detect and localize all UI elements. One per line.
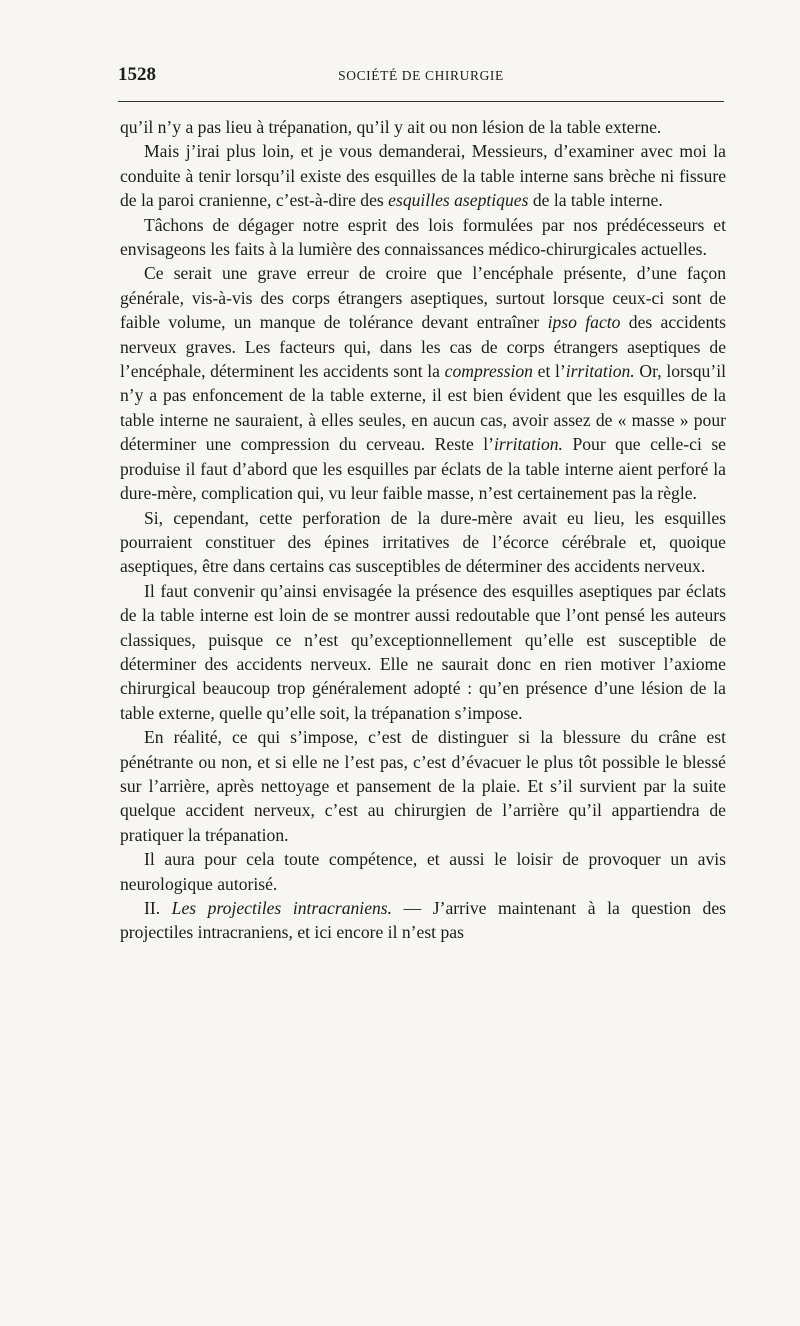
italic-text: Les projectiles intracraniens. xyxy=(171,898,393,918)
running-title: SOCIÉTÉ DE CHIRURGIE xyxy=(338,68,504,83)
italic-text: esquilles aseptiques xyxy=(388,190,529,211)
page-number: 1528 xyxy=(118,64,156,85)
body-text xyxy=(120,115,726,945)
text-segment: qu’il n’y a pas lieu à trépanation, qu’il y ait ou non lésion de la table externe. xyxy=(120,117,662,137)
paragraph xyxy=(120,725,726,847)
text-segment: Or, lorsqu’il n’y a pas enfoncement de la table externe, il est bien évident que les esquilles de la table interne ne sauraient, à elles seules, en aucun cas, avoir assez de « masse » pour déterminer une compression du cerveau. Reste l’ xyxy=(120,361,726,455)
text-segment: — J’arrive maintenant à la question des projectiles intracraniens, et ici encore il n’est pas xyxy=(120,898,726,943)
page-header xyxy=(118,64,724,92)
text-segment: des accidents nerveux graves. Les facteurs qui, dans les cas de corps étrangers aseptiques de l’encéphale, déterminent les accidents sont la xyxy=(120,312,727,382)
text-segment: Ce serait une grave erreur de croire que l’encéphale présente, d’une façon générale, vis-à-vis des corps étrangers aseptiques, surtout lorsque ceux-ci sont de faible volume, un manque de tolérance devant entraîner xyxy=(120,263,726,333)
text-segment: de la table interne. xyxy=(528,190,663,211)
paragraph xyxy=(120,213,726,262)
paragraph xyxy=(120,261,726,505)
paragraph xyxy=(120,847,726,896)
text-segment: II. xyxy=(144,898,172,918)
text-segment: et l’ xyxy=(532,361,566,382)
text-segment: Il faut convenir qu’ainsi envisagée la présence des esquilles aseptiques par éclats de la table interne est loin de se montrer aussi redoutable que l’ont pensé les auteurs classiques, puisque ce n’est qu’exceptionnellement qu’elle est susceptible de déterminer des accidents nerveux. Elle ne saurait donc en rien motiver l’axiome chirurgical beaucoup trop généralement adopté : qu’en présence d’une lésion de la table externe, quelle qu’elle soit, la trépanation s’impose. xyxy=(120,580,726,723)
text-segment: Mais j’irai plus loin, et je vous demanderai, Messieurs, d’examiner avec moi la conduite à tenir lorsqu’il existe des esquilles de la table interne sans brèche ni fissure de la paroi cranienne, c’est-à-dire des xyxy=(120,141,726,211)
paragraph xyxy=(120,506,726,579)
text-segment: Il aura pour cela toute compétence, et aussi le loisir de provoquer un avis neurologique autorisé. xyxy=(120,849,726,894)
italic-text: ipso facto xyxy=(547,312,621,333)
text-segment: Tâchons de dégager notre esprit des lois formulées par nos prédécesseurs et envisageons les faits à la lumière des connaissances médico-chirurgicales actuelles. xyxy=(120,214,726,260)
paragraph xyxy=(120,139,726,212)
paragraph xyxy=(120,115,726,139)
text-segment: Si, cependant, cette perforation de la dure-mère avait eu lieu, les esquilles pourraient constituer des épines irritatives de l’écorce cérébrale et, quoique aseptiques, être dans certains cas susceptibles de déterminer des accidents nerveux. xyxy=(120,507,726,577)
text-segment: En réalité, ce qui s’impose, c’est de distinguer si la blessure du crâne est pénétrante ou non, et si elle ne l’est pas, c’est d’évacuer le plus tôt possible le blessé sur l’arrière, après nettoyage et pansement de la plaie. Et s’il survient par la suite quelque accident nerveux, c’est au chirurgien de l’arrière qu’il appartiendra de pratiquer la trépanation. xyxy=(120,727,726,845)
italic-text: compression xyxy=(444,361,533,382)
italic-text: irritation. xyxy=(565,361,635,382)
paragraph xyxy=(120,896,726,945)
paragraph xyxy=(120,579,726,725)
text-segment: Pour que celle-ci se produise il faut d’abord que les esquilles par éclats de la table interne aient perforé la dure-mère, complication qui, vu leur faible masse, n’est certainement pas la règle. xyxy=(120,434,726,504)
italic-text: irritation. xyxy=(494,434,563,455)
header-rule xyxy=(118,101,724,102)
